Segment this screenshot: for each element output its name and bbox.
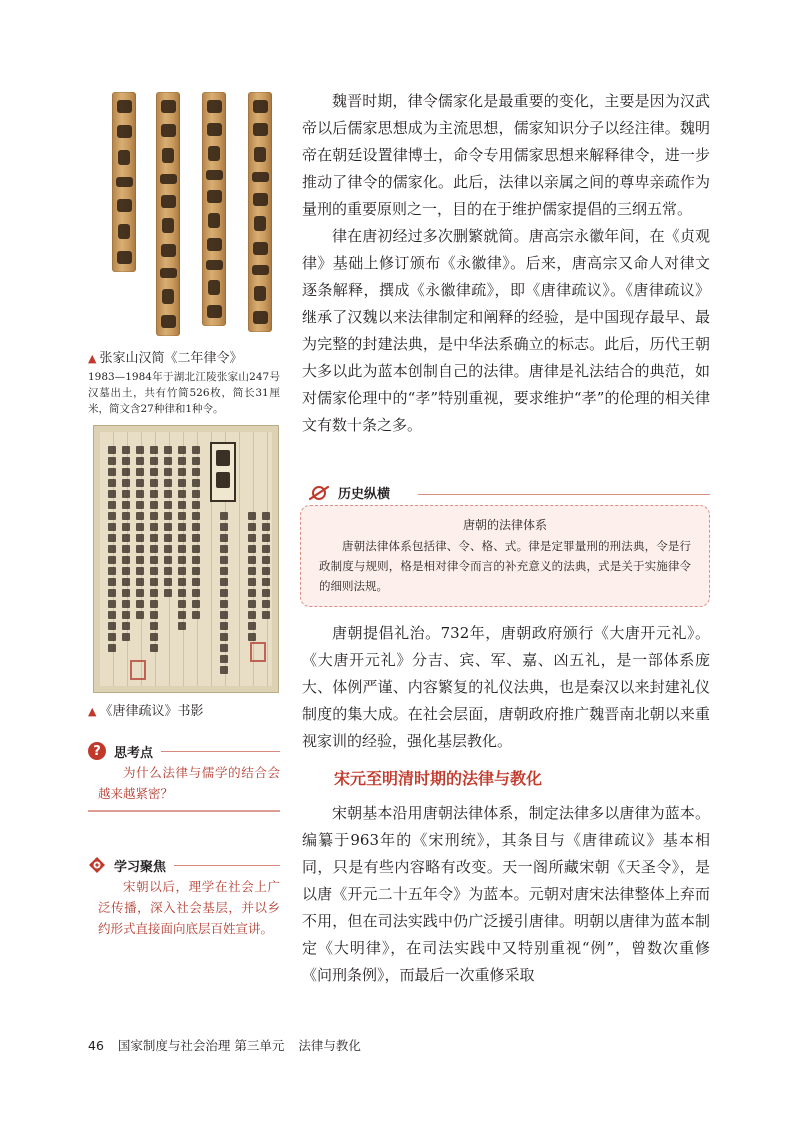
bamboo-slip	[202, 92, 226, 326]
paragraph: 魏晋时期，律令儒家化是最重要的变化，主要是因为汉武帝以后儒家思想成为主流思想，儒家知识分子以经注律。魏明帝在朝廷设置律博士，命令专用儒家思想来解释律令，进一步推动了律令的儒家化。此后，法律以亲属之间的尊卑亲疏作为量刑的重要原则之一，目的在于维护儒家提倡的三纲五常。	[302, 92, 710, 218]
main-text-bottom	[302, 800, 710, 989]
bamboo-slip	[248, 92, 272, 332]
history-icon	[308, 484, 330, 502]
triangle-icon: ▲	[88, 352, 97, 365]
think-point-box	[88, 740, 280, 812]
paragraph: 唐朝提倡礼治。732年，唐朝政府颁行《大唐开元礼》。《大唐开元礼》分吉、宾、军、嘉、凶五礼，是一部体系庞大、体例严谨、内容繁复的礼仪法典，也是秦汉以来封建礼仪制度的集大成。在社会层面，唐朝政府推广魏晋南北朝以来重视家训的经验，强化基层教化。	[302, 624, 710, 750]
focus-icon	[88, 856, 106, 874]
chapter-name: 法律与教化	[298, 1038, 361, 1053]
question-icon: ?	[88, 742, 106, 760]
think-point-label: 思考点	[114, 745, 154, 761]
seal-stamp	[250, 642, 266, 662]
paragraph: 宋朝基本沿用唐朝法律体系，制定法律多以唐律为蓝本。编纂于963年的《宋刑统》，其条目与《唐律疏议》基本相同，只是有些内容略有改变。天一阁所藏宋朝《天圣令》，是以唐《开元二十五年令》为蓝本。元朝对唐宋法律整体上弃而不用，但在司法实践中仍广泛援引唐律。明朝以唐律为蓝本制定《大明律》，在司法实践中又特别重视“例”，曾数次重修《问刑条例》，而最后一次重修采取	[302, 804, 710, 984]
bamboo-slip	[112, 92, 136, 272]
slips-caption-body: 1983—1984年于湖北江陵张家山247号汉墓出土，共有竹简526枚，简长31厘米，简文含27种律和1种令。	[88, 371, 280, 415]
sidebar-title: 唐朝的法律体系	[462, 518, 547, 532]
think-point-text: 为什么法律与儒学的结合会越来越紧密？	[98, 765, 280, 801]
history-sidebar-label: 历史纵横	[338, 487, 391, 502]
unit-name: 第三单元	[234, 1038, 285, 1053]
main-text-top	[302, 88, 710, 439]
study-focus-box	[88, 854, 280, 939]
page-footer	[88, 1036, 361, 1054]
tang-code-book-image	[93, 425, 279, 693]
history-sidebar	[300, 477, 710, 607]
sidebar-text: 唐朝法律体系包括律、令、格、式。律是定罪量刑的刑法典，令是行政制度与规则，格是相对律令而言的补充意义的法典，式是关于实施律令的细则法规。	[319, 539, 691, 593]
seal-stamp	[130, 660, 146, 680]
book-title-label	[210, 442, 236, 502]
study-focus-label: 学习聚焦	[114, 859, 167, 875]
book-caption: ▲ 《唐律疏议》书影	[88, 704, 204, 719]
main-text-middle	[302, 620, 710, 755]
book-name: 国家制度与社会治理	[117, 1038, 231, 1053]
bamboo-slips-image	[98, 92, 280, 338]
paragraph: 律在唐初经过多次删繁就简。唐高宗永徽年间，在《贞观律》基础上修订颁布《永徽律》。后来，唐高宗又命人对律文逐条解释，撰成《永徽律疏》，即《唐律疏议》。《唐律疏议》继承了汉魏以来法律制定和阐释的经验，是中国现存最早、最为完整的封建法典，是中华法系确立的标志。此后，历代王朝大多以此为蓝本创制自己的法律。唐律是礼法结合的典范，如对儒家伦理中的“孝”特别重视，要求维护“孝”的伦理的相关律文有数十条之多。	[302, 227, 710, 434]
study-focus-text: 宋朝以后，理学在社会上广泛传播，深入社会基层，并以乡约形式直接面向底层百姓宣讲。	[98, 879, 280, 936]
triangle-icon: ▲	[88, 705, 97, 718]
bamboo-slip	[156, 92, 180, 336]
section-heading: 宋元至明清时期的法律与教化	[334, 769, 543, 788]
page-number: 46	[88, 1038, 104, 1053]
slips-caption-title: ▲ 张家山汉简《二年律令》	[88, 351, 243, 366]
